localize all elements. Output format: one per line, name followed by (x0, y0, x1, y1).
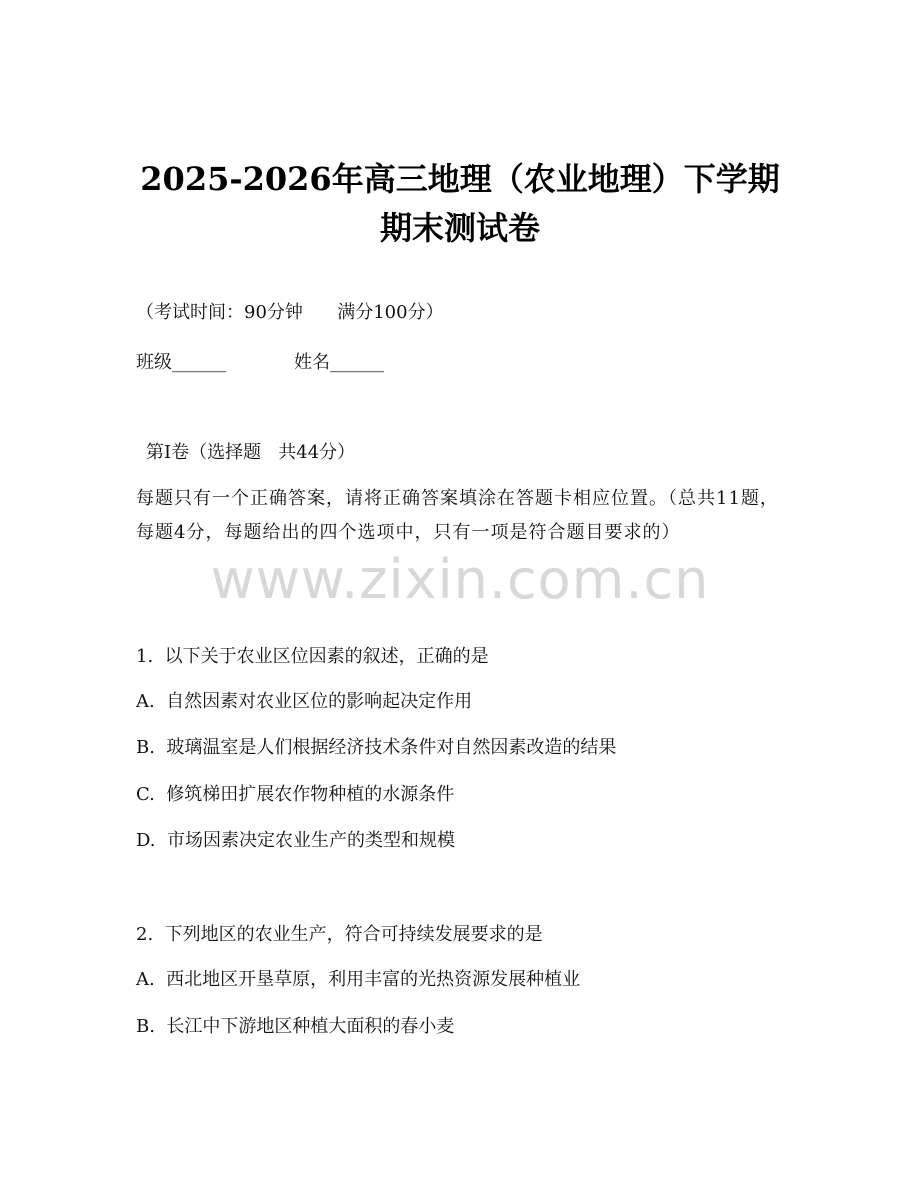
question-2-option-b: B. 长江中下游地区种植大面积的春小麦 (136, 1016, 455, 1037)
question-1-option-c: C. 修筑梯田扩展农作物种植的水源条件 (136, 784, 455, 805)
question-1-option-b: B. 玻璃温室是人们根据经济技术条件对自然因素改造的结果 (136, 737, 617, 758)
exam-info: （考试时间：90分钟 满分100分） (136, 302, 444, 323)
watermark: www.zixin.com.cn (210, 548, 710, 611)
class-field-label: 班级______ (136, 352, 226, 373)
question-1-option-d: D. 市场因素决定农业生产的类型和规模 (136, 830, 455, 851)
question-1-stem: 1. 以下关于农业区位因素的叙述，正确的是 (136, 646, 489, 667)
instructions-paragraph: 每题只有一个正确答案，请将正确答案填涂在答题卡相应位置。（总共11题，每题4分，每题给出的四个选项中，只有一项是符合题目要求的） (136, 488, 779, 543)
question-1-option-a: A. 自然因素对农业区位的影响起决定作用 (136, 691, 473, 712)
question-2-option-a: A. 西北地区开垦草原，利用丰富的光热资源发展种植业 (136, 969, 581, 990)
question-2-stem: 2. 下列地区的农业生产，符合可持续发展要求的是 (136, 924, 543, 945)
exam-title-line-2: 期末测试卷 (379, 209, 540, 247)
exam-title-line-1: 2025-2026年高三地理（农业地理）下学期 (140, 160, 780, 198)
name-field-label: 姓名______ (294, 352, 384, 373)
section-title: 第Ⅰ卷（选择题 共44分） (146, 442, 356, 463)
